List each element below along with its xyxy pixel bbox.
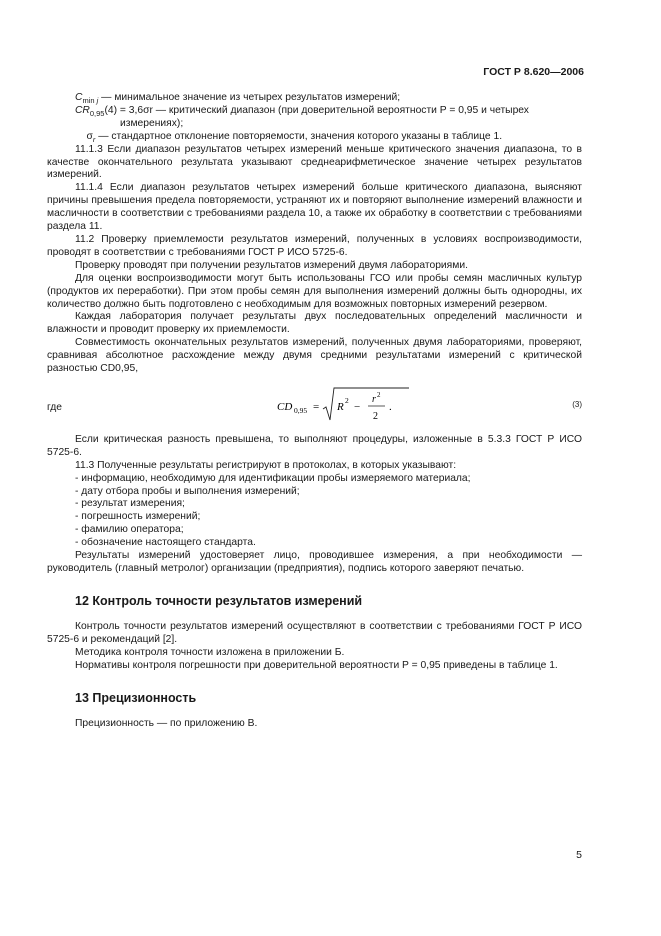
paragraph-gso: Для оценки воспроизводимости могут быть использованы ГСО или пробы семян масличных культур (продуктов их переработки). При этом пробы семян для выполнения измерений должны быть однородны, их количество должно быть подготовлено с необходимым для возможных повторных измерений резервом. — [47, 272, 582, 310]
protocol-list — [47, 473, 582, 550]
formula-cd-subscript: 0,95 — [294, 405, 308, 415]
list-item: - результат измерения; — [75, 498, 185, 510]
paragraph-exceed: Если критическая разность превышена, то выполняют процедуры, изложенные в 5.3.3 ГОСТ Р ИСО 5725-6. — [47, 433, 582, 458]
formula-exp-2: 2 — [377, 390, 381, 399]
page-number: 5 — [576, 849, 582, 861]
paragraph-11-3: 11.3 Полученные результаты регистрируют в протоколах, в которых указывают: — [75, 459, 457, 471]
document-header: ГОСТ Р 8.620—2006 — [483, 66, 584, 78]
formula-cd — [277, 382, 427, 432]
section-12-paragraph-2: Методика контроля точности изложена в приложении Б. — [75, 646, 345, 658]
formula-cd-symbol: CD — [277, 400, 293, 413]
definition-cr: $CR_{0,95}(4) = 3,6\sigma r$ — критический диапазон (при доверительной вероятности P = 0,95 и четырех измерениях); — [47, 105, 582, 131]
list-item: - информацию, необходимую для идентификации пробы измеряемого материала; — [75, 472, 471, 484]
paragraph-11-2: 11.2 Проверку приемлемости результатов измерений, полученных в условиях воспроизводимости, проводят в соответствии с требованиями ГОСТ Р ИСО 5725-6. — [47, 233, 582, 258]
formula-where-label: где — [47, 401, 63, 413]
definition-cr-text: (4) = 3,6σr — критический диапазон (при доверительной вероятности P = 0,95 и четырех — [104, 104, 529, 116]
list-item: - фамилию оператора; — [75, 524, 184, 536]
paragraph-check: Проверку проводят при получении результатов измерений двумя лабораториями. — [75, 259, 468, 271]
paragraph-11-1-3: 11.1.3 Если диапазон результатов четырех измерений меньше критического значения диапазона, то в качестве окончательного результата указывают среднеарифметическое значение четырех результатов измерений. — [47, 143, 582, 181]
list-item: - погрешность измерений; — [75, 511, 201, 523]
section-12-heading: 12 Контроль точности результатов измерений — [75, 593, 363, 608]
formula-r-cap: R — [337, 400, 344, 413]
definition-cmin: $C_{min j}$ — минимальное значение из четырех результатов измерений; — [75, 92, 401, 105]
definition-sigma-text: — стандартное отклонение повторяемости, значения которого указаны в таблице 1. — [98, 130, 503, 142]
definition-cmin-text: — минимальное значение из четырех результатов измерений; — [101, 92, 401, 103]
list-item: - обозначение настоящего стандарта. — [75, 537, 256, 549]
section-13-heading: 13 Прецизионность — [75, 690, 197, 705]
paragraph-lab: Каждая лаборатория получает результаты двух последовательных определений масличности и влажности и проводит проверку их приемлемости. — [47, 311, 582, 336]
list-item: - дату отбора пробы и выполнения измерений; — [75, 485, 300, 497]
section-12-paragraph-3: Нормативы контроля погрешности при доверительной вероятности P = 0,95 приведены в таблице 1. — [75, 659, 558, 671]
definition-sigma: $\sigma_r$ — стандартное отклонение повторяемости, значения которого указаны в таблице 1. — [75, 130, 503, 144]
formula-row — [47, 382, 582, 434]
section-13-paragraph-1: Прецизионность — по приложению В. — [75, 717, 258, 729]
formula-exp-1: 2 — [345, 395, 349, 405]
page-content — [47, 92, 582, 730]
definition-cr-text-cont: измерениях); — [120, 117, 184, 129]
formula-number: (3) — [572, 399, 582, 409]
formula-sqrt-sign — [323, 388, 409, 420]
formula-equals: = — [313, 400, 320, 413]
formula-minus: − — [354, 400, 361, 413]
formula-end-dot: . — [389, 400, 392, 413]
paragraph-11-1-4: 11.1.4 Если диапазон результатов четырех измерений больше критического диапазона, выясняют причины превышения предела повторяемости, устраняют их и повторяют выполнение измерений влажности и масличности в соответствии с требованиями раздела 10, а также их обработку в соответствии с требованиями раздела 11. — [47, 182, 582, 233]
paragraph-sign: Результаты измерений удостоверяет лицо, проводившее измерения, а при необходимости — руководитель (главный метролог) организации (предприятия), подпись которого заверяют печатью. — [47, 550, 582, 574]
formula-denominator: 2 — [373, 410, 378, 422]
formula-r-small: r — [372, 393, 376, 405]
section-12-paragraph-1: Контроль точности результатов измерений осуществляют в соответствии с требованиями ГОСТ Р ИСО 5725-6 и рекомендаций [2]. — [47, 620, 582, 645]
paragraph-compat: Совместимость окончательных результатов измерений, полученных двумя лабораториями, проверяют, сравнивая абсолютное расхождение между двумя средними результатами измерений с критической разностью CD0,95, — [47, 337, 582, 375]
